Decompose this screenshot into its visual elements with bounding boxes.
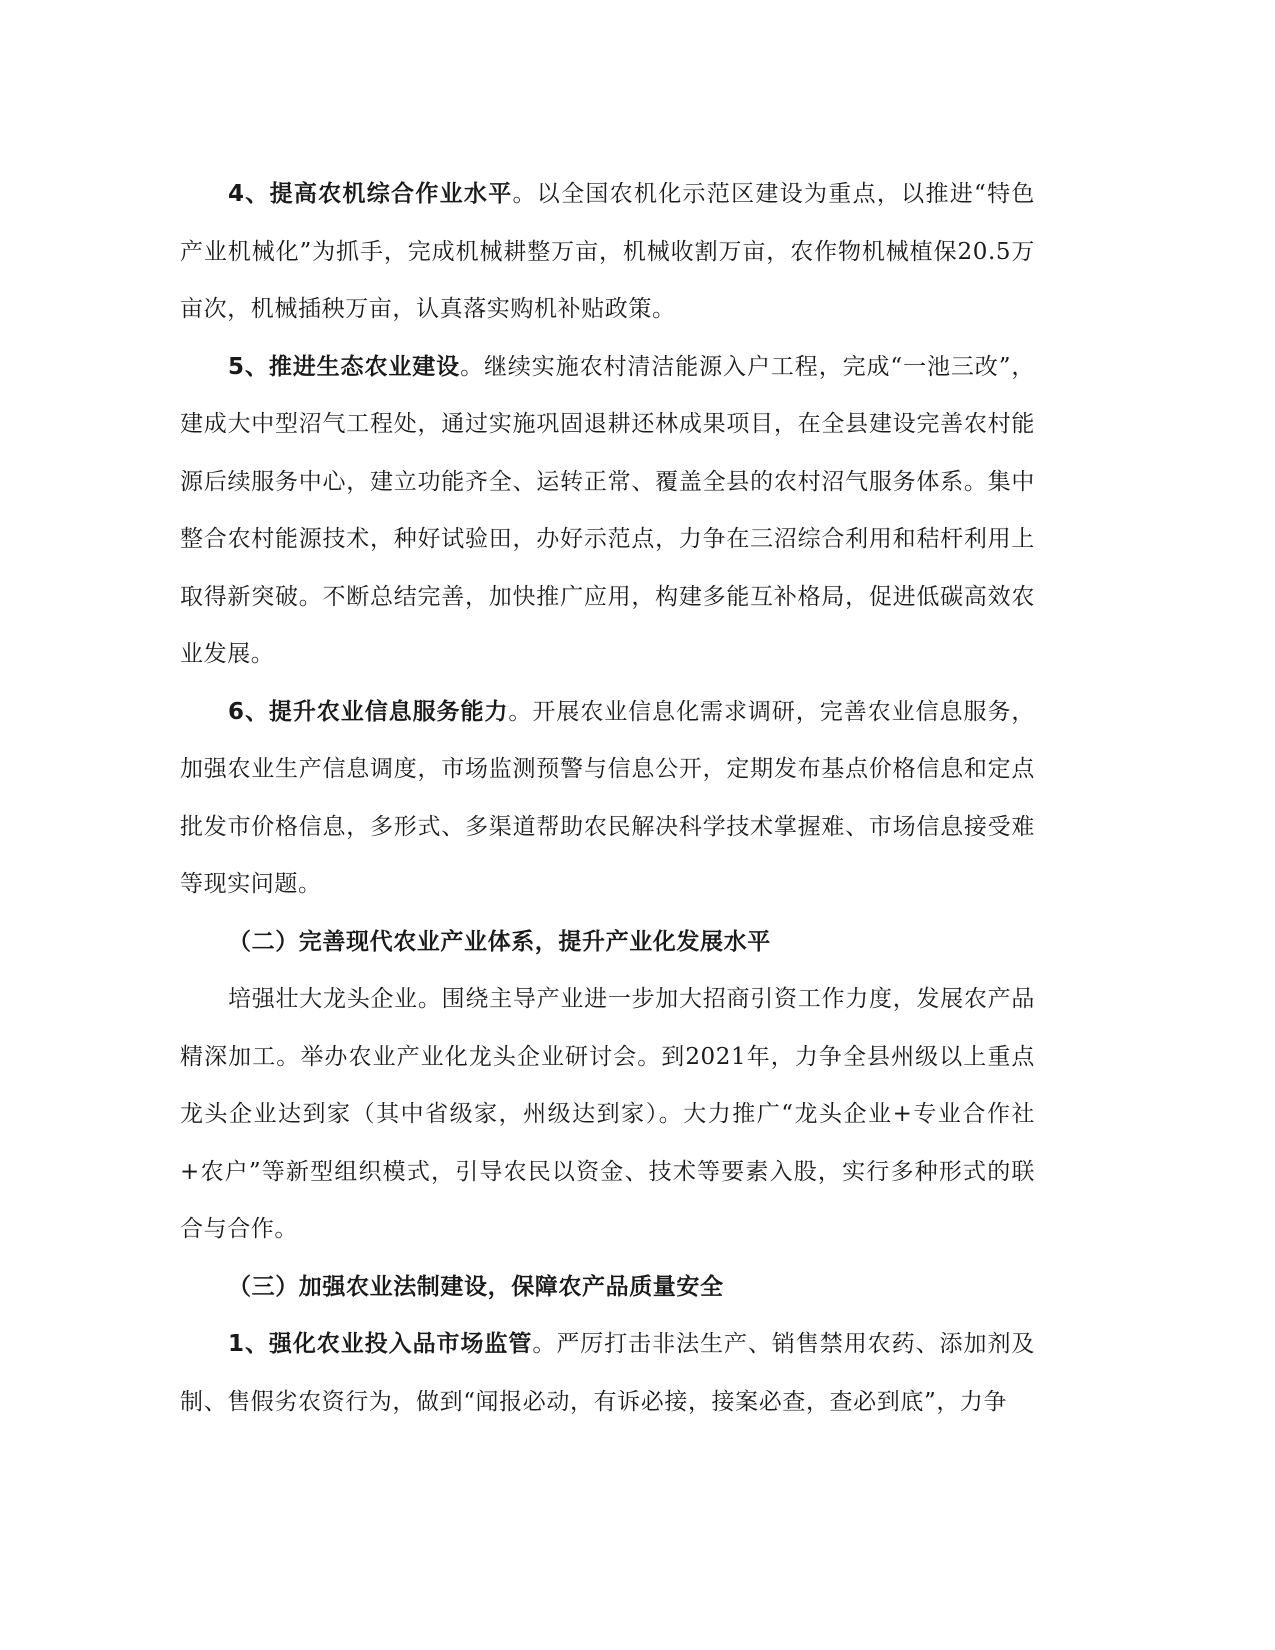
- paragraph-input-supervision: [180, 1316, 1035, 1431]
- section-3-title: （三）加强农业法制建设，保障农产品质量安全: [228, 1273, 724, 1300]
- item-4-text: 。以全国农机化示范区建设为重点，以推进“特色产业机械化”为抓手，完成机械耕整万亩，机械收割万亩，农作物机械植保20.5万亩次，机械插秧万亩，认真落实购机补贴政策。: [180, 181, 1035, 322]
- item-5-text: 。继续实施农村清洁能源入户工程，完成“一池三改”，建成大中型沼气工程处，通过实施巩固退耕还林成果项目，在全县建设完善农村能源后续服务中心，建立功能齐全、运转正常、覆盖全县的农村沼气服务体系。集中整合农村能源技术，种好试验田，办好示范点，力争在三沼综合利用和秸杆利用上取得新突破。不断总结完善，加快推广应用，构建多能互补格局，促进低碳高效农业发展。: [180, 353, 1035, 667]
- item-1-text: 。严厉打击非法生产、销售禁用农药、添加剂及制、售假劣农资行为，做到“闻报必动，有诉必接，接案必查，查必到底”，力争: [180, 1331, 1035, 1415]
- paragraph-eco-agriculture: [180, 339, 1035, 684]
- item-6-heading: 6、提升农业信息服务能力: [228, 698, 509, 725]
- document-body: [180, 166, 1035, 1431]
- section-2-body: 培强壮大龙头企业。围绕主导产业进一步加大招商引资工作力度，发展农产品精深加工。举办农业产业化龙头企业研讨会。到2021年，力争全县州级以上重点龙头企业达到家（其中省级家，州级达到家）。大力推广“龙头企业+专业合作社+农户”等新型组织模式，引导农民以资金、技术等要素入股，实行多种形式的联合与合作。: [180, 986, 1035, 1242]
- paragraph-agri-machinery: [180, 166, 1035, 339]
- item-4-heading: 4、提高农机综合作业水平: [228, 181, 513, 207]
- section-2-title: （二）完善现代农业产业体系，提升产业化发展水平: [228, 928, 771, 955]
- item-5-heading: 5、推进生态农业建设: [228, 353, 461, 380]
- item-6-text: 。开展农业信息化需求调研，完善农业信息服务，加强农业生产信息调度，市场监测预警与信息公开，定期发布基点价格信息和定点批发市价格信息，多形式、多渠道帮助农民解决科学技术掌握难、市场信息接受难等现实问题。: [180, 698, 1035, 897]
- item-1-heading: 1、强化农业投入品市场监管: [228, 1331, 533, 1357]
- paragraph-agri-information: [180, 684, 1035, 914]
